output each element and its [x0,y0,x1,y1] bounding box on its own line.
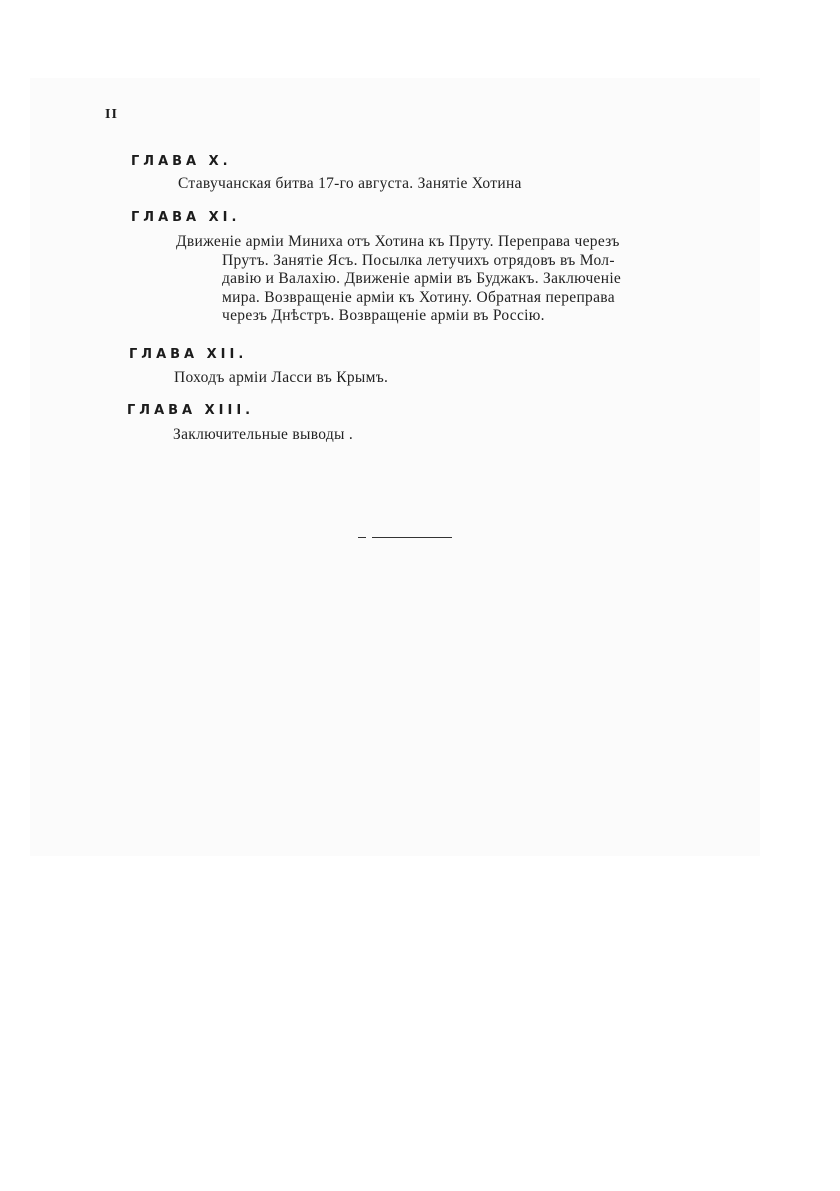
chapter-summary-xi [176,233,621,326]
chapter-title-xii: ГЛАВА XII. [129,347,248,362]
chapter-summary-xii [174,369,388,388]
scanned-page [30,78,760,856]
summary-line: давію и Валахію. Движеніе арміи въ Буджакъ. Заключеніе [222,270,622,287]
summary-line: Заключительные выводы . [173,426,354,443]
chapter-title-xiii: ГЛАВА XIII. [127,403,255,418]
chapter-title-x: ГЛАВА X. [131,154,232,169]
summary-line: Ставучанская битва 17-го августа. Занятіе Хотина [178,175,522,192]
chapter-title-xi: ГЛАВА XI. [131,210,241,225]
end-rule-long [372,537,452,538]
summary-line: мира. Возвращеніе арміи къ Хотину. Обратная переправа [222,288,615,306]
chapter-summary-x [178,175,522,194]
end-rule-short [358,537,366,538]
summary-line: черезъ Днѣстръ. Возвращеніе арміи въ Россію. [222,307,545,324]
summary-line: Походъ арміи Ласси въ Крымъ. [174,369,389,386]
chapter-summary-xiii [173,426,353,445]
summary-line: Движеніе арміи Миниха отъ Хотина къ Пруту. Переправа черезъ [176,233,620,250]
page-number: II [105,107,118,122]
summary-line: Прутъ. Занятіе Ясъ. Посылка летучихъ отрядовъ въ Мол- [222,251,615,269]
